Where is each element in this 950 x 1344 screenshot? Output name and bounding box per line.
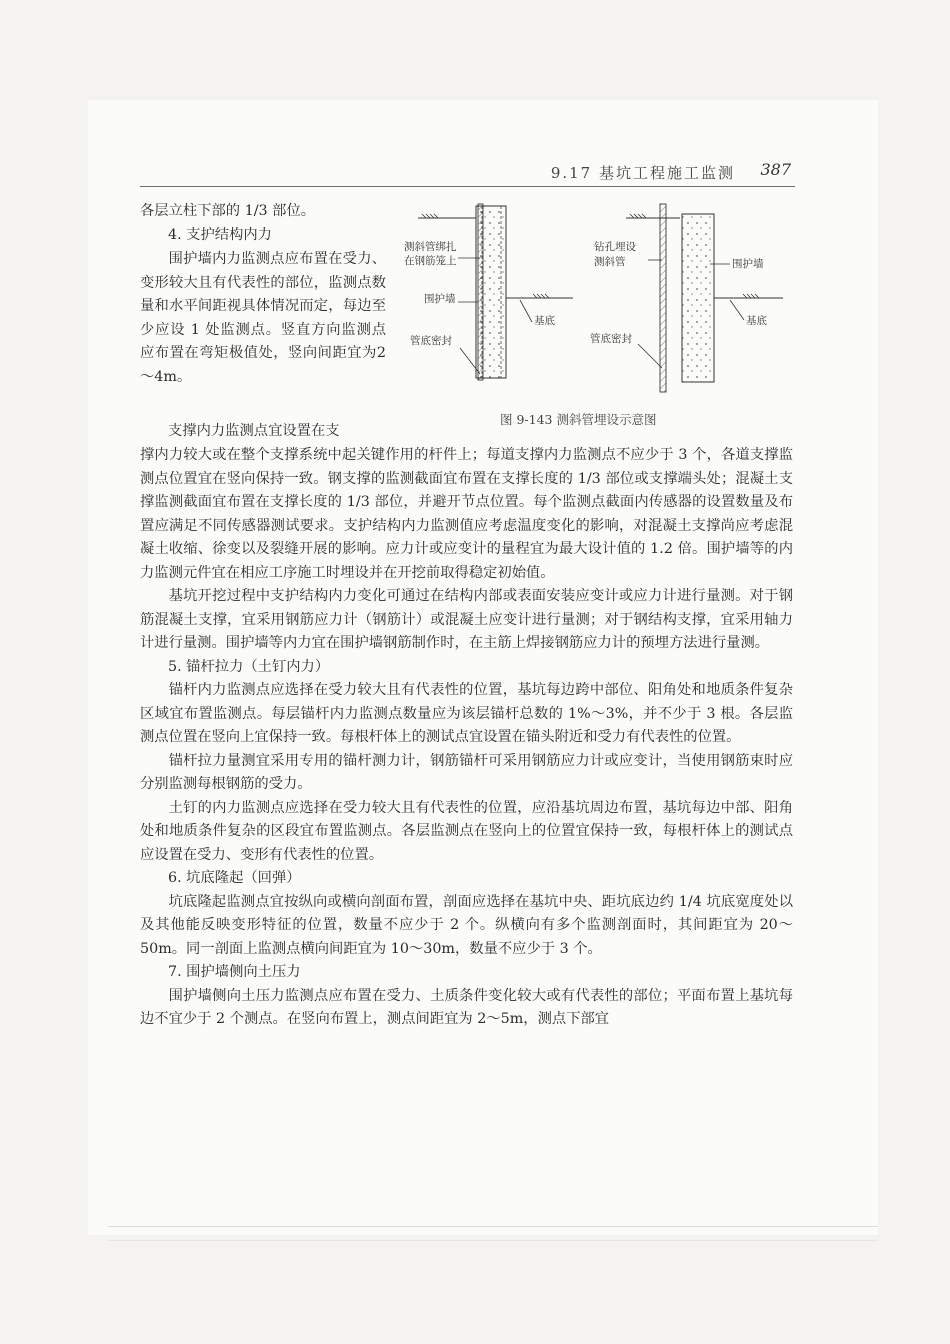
heading-7: 7. 围护墙侧向土压力 (168, 964, 301, 980)
running-header (140, 160, 795, 187)
side-line-1: 各层立柱下部的 1/3 部位。 (140, 203, 316, 219)
right-label-1: 钻孔埋设 (594, 241, 636, 253)
left-label-wall: 围护墙 (424, 293, 456, 305)
right-label-seal: 管底密封 (590, 333, 632, 345)
right-label-base: 基底 (746, 315, 767, 327)
page-edge-line (108, 1226, 878, 1227)
figure-caption: 图 9-143 测斜管埋设示意图 (500, 412, 657, 427)
paragraph-heave: 坑底隆起监测点宜按纵向或横向剖面布置，剖面应选择在基坑中央、距坑底边约 1/4 坑底宽度处以及其他能反映变形特征的位置，数量不应少于 2 个。纵横向有多个监测剖面时，其间距宜为 20～50m。同一剖面上监测点横向间距宜为 10～30m，数量不应少于 3 个。 (140, 893, 793, 957)
left-label-2: 在钢筋笼上 (404, 255, 457, 267)
right-diagram (590, 204, 783, 392)
side-paragraph-2-start: 支撑内力监测点宜设置在支 (168, 423, 340, 439)
paragraph-measure: 基坑开挖过程中支护结构内力变化可通过在结构内部或表面安装应变计或应力计进行量测。对于钢筋混凝土支撑，宜采用钢筋应力计（钢筋计）或混凝土应变计进行量测；对于钢结构支撑，宜采用轴力计进行量测。围护墙等内力宜在围护墙钢筋制作时，在主筋上焊接钢筋应力计的预埋方法进行量测。 (140, 588, 793, 651)
paragraph-nail: 土钉的内力监测点应选择在受力较大且有代表性的位置，应沿基坑周边布置，基坑每边中部、阳角处和地质条件复杂的区段宜布置监测点。各层监测点在竖向上的位置宜保持一致，每根杆体上的测试点应设置在受力、变形有代表性的位置。 (140, 799, 793, 863)
body-text (140, 444, 793, 1032)
paragraph-support: 撑内力较大或在整个支撑系统中起关键作用的杆件上；每道支撑内力监测点不应少于 3 个，各道支撑监测点位置宜在竖向保持一致。钢支撑的监测截面宜布置在支撑长度的 1/3 部位或支撑端头处；混凝土支撑监测截面宜布置在支撑长度的 1/3 部位，并避开节点位置。每个监测点截面内传感器的设置数量及布置应满足不同传感器测试要求。支护结构内力监测值应考虑温度变化的影响，对混凝土支撑尚应考虑混凝土收缩、徐变以及裂缝开展的影响。应力计或应变计的量程宜为最大设计值的 1.2 倍。围护墙等的内力监测元件宜在相应工序施工时埋设并在开挖前取得稳定初始值。 (140, 447, 793, 581)
side-paragraph: 围护墙内力监测点应布置在受力、变形较大且有代表性的部位，监测点数量和水平间距视具体情况而定，每边至少应设 1 处监测点。竖直方向监测点应布置在弯矩极值处，竖向间距宜为2～4m。 (140, 251, 386, 385)
paragraph-anchor-2: 锚杆拉力量测宜采用专用的锚杆测力计，钢筋锚杆可采用钢筋应力计或应变计，当使用钢筋束时应分别监测每根钢筋的受力。 (140, 752, 793, 792)
inclinometer-diagram (398, 198, 798, 403)
left-diagram (404, 204, 573, 380)
right-label-wall: 围护墙 (732, 258, 764, 270)
left-label-base: 基底 (534, 315, 555, 327)
paragraph-pressure: 围护墙侧向土压力监测点应布置在受力、土质条件变化较大或有代表性的部位；平面布置上基坑每边不宜少于 2 个测点。在竖向布置上，测点间距宜为 2～5m，测点下部宜 (140, 987, 793, 1027)
heading-5: 5. 锚杆拉力（土钉内力） (168, 658, 330, 675)
paragraph-anchor-1: 锚杆内力监测点应选择在受力较大且有代表性的位置，基坑每边跨中部位、阳角处和地质条件复杂区域宜布置监测点。每层锚杆内力监测点数量应为该层锚杆总数的 1%～3%，并不少于 3 根。各层监测点位置在竖向上宜保持一致。每根杆体上的测试点宜设置在锚头附近和受力有代表性的位置。 (140, 682, 793, 745)
page-number: 387 (760, 160, 791, 179)
left-label-seal: 管底密封 (410, 335, 452, 347)
heading-6: 6. 坑底隆起（回弹） (168, 870, 301, 886)
heading-4: 4. 支护结构内力 (168, 227, 272, 243)
left-label-1: 测斜管绑扎 (404, 241, 457, 253)
right-label-2: 测斜管 (594, 256, 626, 268)
section-title: 9.17 基坑工程施工监测 (550, 164, 735, 182)
page-edge-line-2 (108, 1240, 878, 1241)
